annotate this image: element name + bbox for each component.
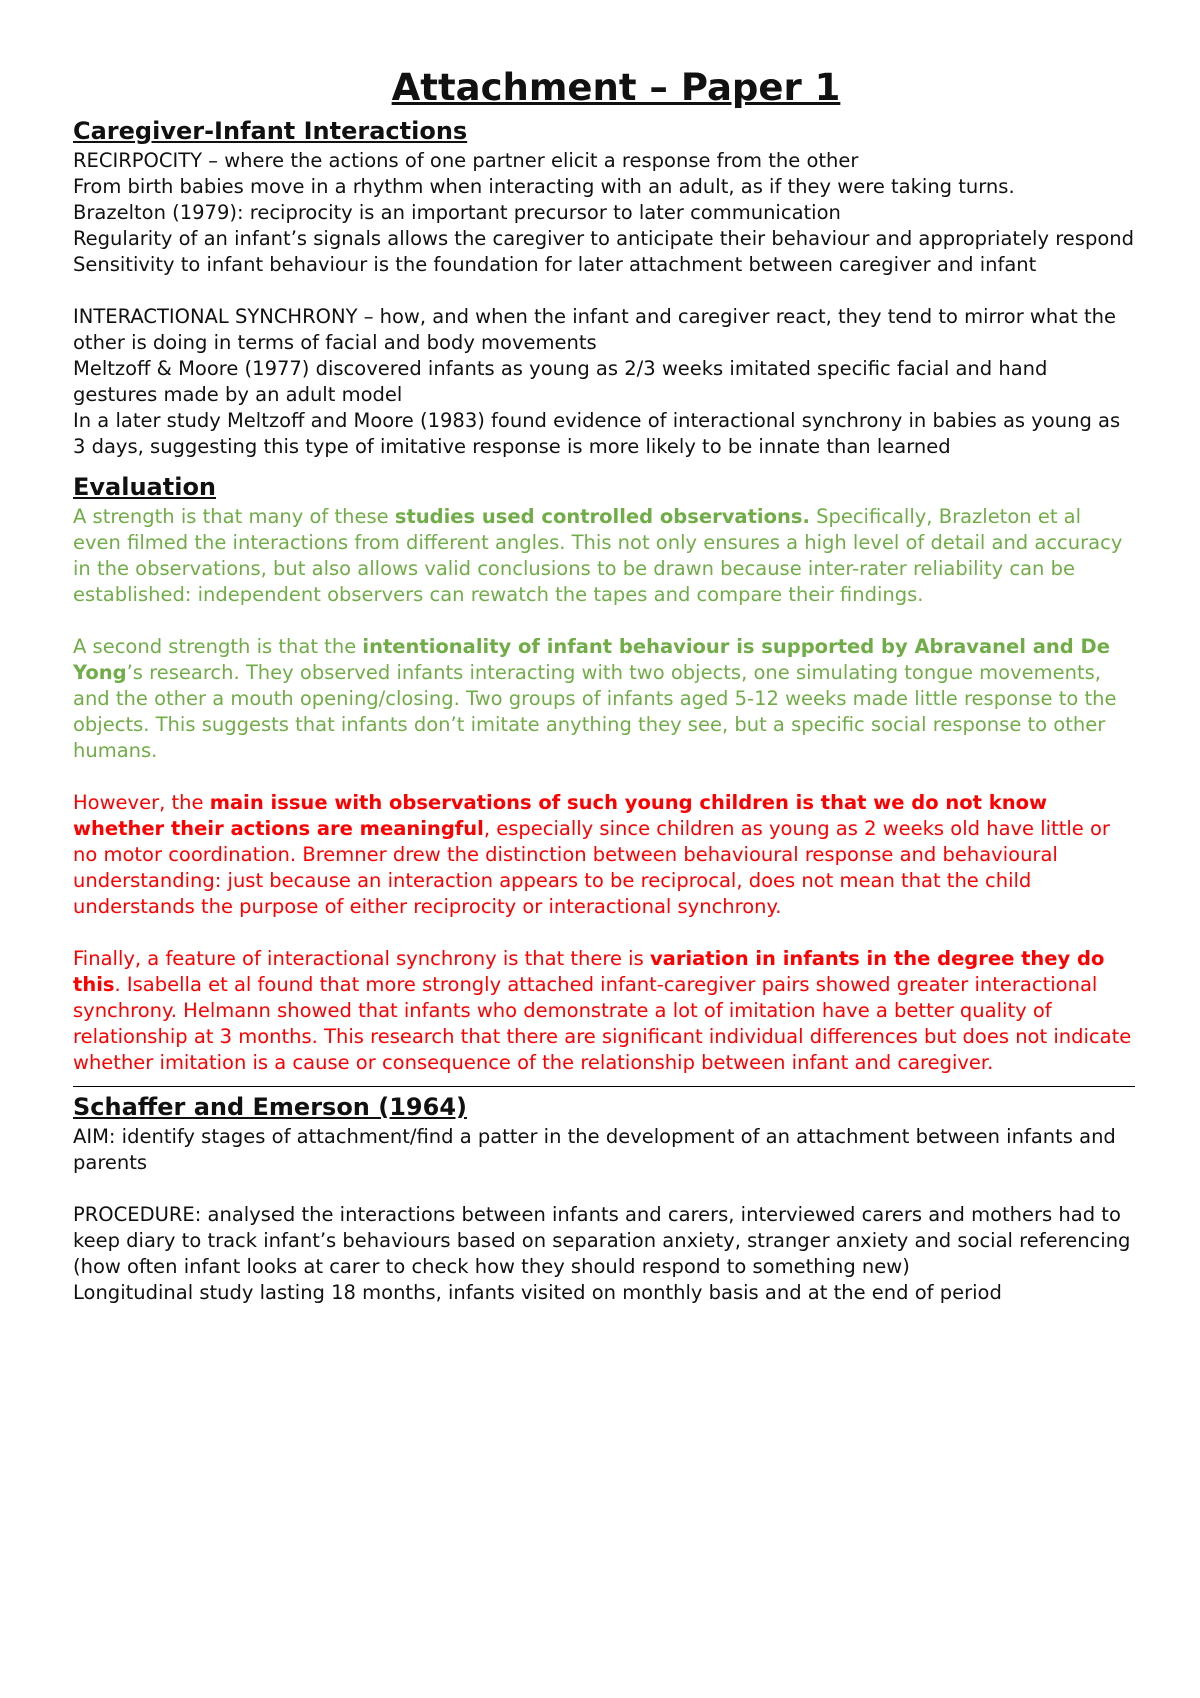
paragraph-interactional-synchrony: INTERACTIONAL SYNCHRONY – how, and when the infant and caregiver react, they tend to mirror what the other is doing in terms of facial and body movements	[73, 305, 1117, 354]
paragraph-aim: AIM: identify stages of attachment/find a patter in the development of an attachment between infants and parents	[73, 1125, 1116, 1174]
paragraph-procedure: PROCEDURE: analysed the interactions between infants and carers, interviewed carers and mothers had to keep diary to track infant’s behaviours based on separation anxiety, stranger anxiety and social referencing (how often infant looks at carer to check how they should respond to something new)	[73, 1203, 1131, 1278]
paragraph-regularity: Regularity of an infant’s signals allows the caregiver to anticipate their behaviour and appropriately respond	[73, 227, 1135, 250]
paragraph-sensitivity: Sensitivity to infant behaviour is the foundation for later attachment between caregiver and infant	[73, 253, 1037, 276]
section-heading-evaluation: Evaluation	[73, 473, 217, 501]
paragraph-meltzoff-1983: In a later study Meltzoff and Moore (1983) found evidence of interactional synchrony in babies as young as 3 days, suggesting this type of imitative response is more likely to be innate than learned	[73, 409, 1121, 458]
evaluation-strength-1: A strength is that many of these studies used controlled observations. Specifically, Brazleton et al even filmed the interactions from different angles. This not only ensures a high level of detail and accuracy in the observations, but also allows valid conclusions to be drawn because inter-rater reliability can be established: independent observers can rewatch the tapes and compare their findings.	[73, 505, 1123, 606]
evaluation-weakness-1: However, the main issue with observations of such young children is that we do not know whether their actions are meaningful, especially since children as young as 2 weeks old have little or no motor coordination. Bremner drew the distinction between behavioural response and behavioural understanding: just because an interaction appears to be reciprocal, does not mean that the child understands the purpose of either reciprocity or interactional synchrony.	[73, 791, 1110, 918]
paragraph-reciprocity: RECIRPOCITY – where the actions of one partner elicit a response from the other	[73, 149, 859, 172]
paragraph-brazelton: Brazelton (1979): reciprocity is an important precursor to later communication	[73, 201, 841, 224]
section-heading-caregiver-infant: Caregiver-Infant Interactions	[73, 117, 468, 145]
section-heading-schaffer-emerson: Schaffer and Emerson (1964)	[73, 1093, 467, 1121]
evaluation-weakness-2: Finally, a feature of interactional synchrony is that there is variation in infants in the degree they do this. Isabella et al found that more strongly attached infant-caregiver pairs showed greater interactional synchrony. Helmann showed that infants who demonstrate a lot of imitation have a better quality of relationship at 3 months. This research that there are significant individual differences but does not indicate whether imitation is a cause or consequence of the relationship between infant and caregiver.	[73, 947, 1132, 1074]
document-page	[73, 62, 1135, 1306]
section-divider	[73, 1086, 1135, 1087]
paragraph-longitudinal: Longitudinal study lasting 18 months, infants visited on monthly basis and at the end of period	[73, 1281, 1002, 1304]
paragraph-meltzoff-1977: Meltzoff & Moore (1977) discovered infants as young as 2/3 weeks imitated specific facial and hand gestures made by an adult model	[73, 357, 1048, 406]
evaluation-strength-2: A second strength is that the intentionality of infant behaviour is supported by Abravanel and De Yong’s research. They observed infants interacting with two objects, one simulating tongue movements, and the other a mouth opening/closing. Two groups of infants aged 5-12 weeks made little response to the objects. This suggests that infants don’t imitate anything they see, but a specific social response to other humans.	[73, 635, 1117, 762]
document-title: Attachment – Paper 1	[391, 66, 841, 109]
paragraph-rhythm: From birth babies move in a rhythm when interacting with an adult, as if they were taking turns.	[73, 175, 1015, 198]
